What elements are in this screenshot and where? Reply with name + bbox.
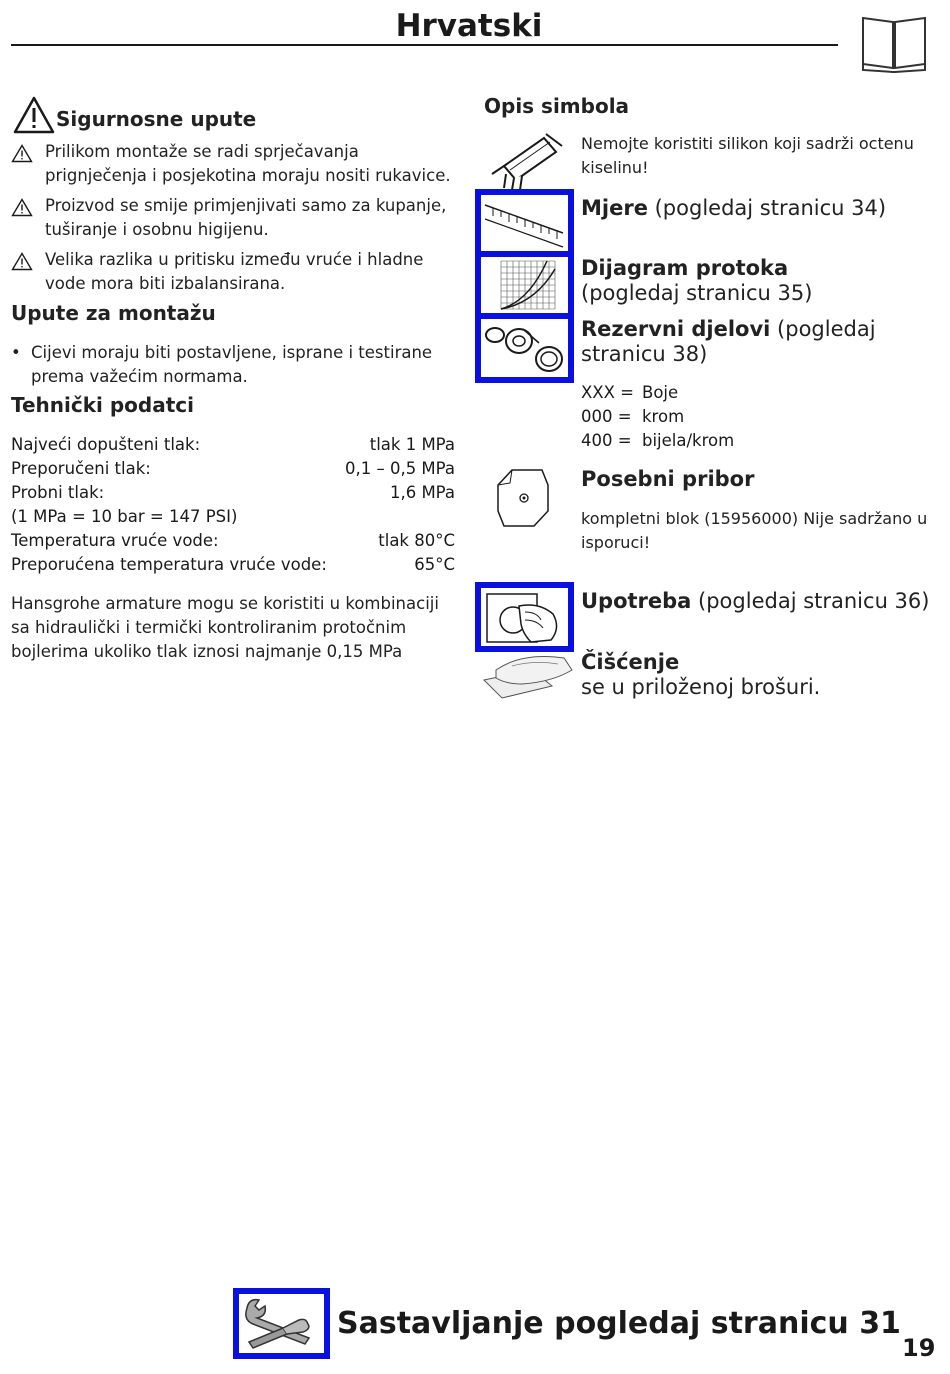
- tech-row: [11, 553, 455, 577]
- measures-icon-box: [475, 189, 574, 257]
- open-book-icon: [860, 16, 928, 74]
- color-name: krom: [642, 407, 685, 426]
- parts-ref: (pogledaj stranicu 38): [581, 317, 876, 366]
- color-code: XXX =: [581, 383, 634, 402]
- cleaning-text: se u priloženoj brošuri.: [581, 675, 821, 699]
- tech-label: Najveći dopušteni tlak:: [11, 435, 201, 454]
- tech-row: [11, 481, 455, 505]
- tech-row: [11, 505, 455, 529]
- assembly-notes-title: Upute za montažu: [11, 301, 216, 325]
- color-name: Boje: [642, 383, 679, 402]
- spare-parts-icon: [481, 319, 568, 377]
- tech-value: tlak 80°C: [378, 531, 455, 550]
- accessory-bold: Posebni pribor: [581, 467, 755, 491]
- usage-label: [581, 589, 929, 614]
- warning-icon: [11, 252, 33, 271]
- parts-icon-box: [475, 313, 574, 383]
- safety-item-text: Proizvod se smije primjenjivati samo za kupanje, tuširanje i osobnu higijenu.: [45, 196, 447, 239]
- tech-value: 1,6 MPa: [389, 483, 455, 502]
- tech-label: Preporućena temperatura vruće vode:: [11, 555, 327, 574]
- color-row: [581, 405, 734, 429]
- color-row: [581, 429, 734, 453]
- tech-row: [11, 529, 455, 553]
- usage-bold: Upotreba: [581, 589, 692, 613]
- page-number: 19: [902, 1334, 936, 1362]
- tech-label: Preporučeni tlak:: [11, 459, 151, 478]
- usage-icon-box: [475, 582, 574, 652]
- safety-item: [11, 140, 461, 188]
- tech-row: [11, 457, 455, 481]
- symbols-title: Opis simbola: [484, 94, 630, 118]
- cleaning-bold: Čišćenje: [581, 650, 680, 674]
- flow-ref: (pogledaj stranicu 35): [581, 281, 813, 305]
- tech-title: Tehnički podatci: [11, 393, 194, 417]
- tech-value: 65°C: [414, 555, 455, 574]
- parts-bold: Rezervni djelovi: [581, 317, 771, 341]
- tech-label: Probni tlak:: [11, 483, 105, 502]
- list-item: [11, 341, 451, 389]
- tech-label: (1 MPa = 10 bar = 147 PSI): [11, 507, 238, 526]
- measures-label: [581, 196, 886, 221]
- warning-triangle-icon: [13, 96, 55, 134]
- accessory-label: [581, 467, 754, 492]
- list-item-text: Cijevi moraju biti postavljene, isprane i testirane prema važećim normama.: [31, 343, 433, 386]
- parts-label: [581, 317, 881, 367]
- color-code: 000 =: [581, 407, 632, 426]
- warning-icon: [11, 198, 33, 217]
- tools-icon: [239, 1294, 324, 1353]
- measures-bold: Mjere: [581, 196, 648, 220]
- color-row: [581, 381, 734, 405]
- tech-value: 0,1 – 0,5 MPa: [344, 459, 455, 478]
- color-code: 400 =: [581, 431, 632, 450]
- cleaning-hand-icon: [482, 650, 574, 700]
- page-title: Hrvatski: [395, 8, 543, 44]
- color-list: [581, 381, 734, 453]
- flow-icon-box: [475, 251, 574, 319]
- tech-row: [11, 433, 455, 457]
- safety-item-text: Prilikom montaže se radi sprječavanja prignječenja i posjekotina moraju nositi rukavice.: [45, 142, 451, 185]
- safety-title: Sigurnosne upute: [56, 107, 257, 131]
- measures-ref: (pogledaj stranicu 34): [647, 196, 887, 220]
- safety-item: [11, 248, 461, 296]
- assembly-reference: Sastavljanje pogledaj stranicu 31: [337, 1306, 901, 1341]
- tech-value: tlak 1 MPa: [369, 435, 455, 454]
- safety-item-text: Velika razlika u pritisku između vruće i hladne vode mora biti izbalansirana.: [45, 250, 424, 293]
- bullet: •: [11, 343, 21, 362]
- flow-bold: Dijagram protoka: [581, 256, 789, 280]
- usage-ref: (pogledaj stranicu 36): [691, 589, 930, 613]
- cleaning-label: [581, 650, 921, 700]
- flow-diagram-icon: [481, 257, 568, 313]
- color-name: bijela/krom: [642, 431, 735, 450]
- tech-label: Temperatura vruće vode:: [11, 531, 219, 550]
- accessory-text: kompletni blok (15956000) Nije sadržano u isporuci!: [581, 509, 928, 552]
- thermostat-hand-icon: [481, 588, 568, 646]
- silicone-warning: Nemojte koristiti silikon koji sadrži octenu kiselinu!: [581, 134, 914, 177]
- warning-icon: [11, 144, 33, 163]
- safety-item: [11, 194, 461, 242]
- header-rule: [11, 44, 838, 46]
- flow-label: [581, 256, 921, 306]
- ruler-icon: [481, 195, 568, 251]
- tech-note: Hansgrohe armature mogu se koristiti u kombinaciji sa hidraulički i termički kontroliranim protočnim bojlerima ukoliko tlak iznosi najmanje 0,15 MPa: [11, 594, 439, 661]
- tools-icon-box: [233, 1288, 330, 1359]
- accessory-block-icon: [496, 467, 550, 529]
- silicone-gun-icon: [484, 130, 570, 192]
